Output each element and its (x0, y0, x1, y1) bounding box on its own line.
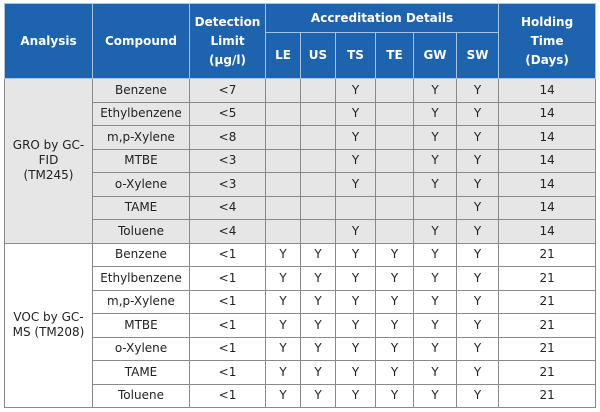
accreditation-table (4, 3, 596, 408)
acc-ts-cell: Y (336, 79, 376, 103)
acc-le-cell (266, 126, 301, 150)
header-acc-ts: TS (336, 33, 376, 79)
acc-sw-cell: Y (457, 79, 499, 103)
table-row (5, 337, 596, 361)
acc-le-cell (266, 196, 301, 220)
acc-te-cell: Y (376, 337, 414, 361)
acc-te-cell: Y (376, 314, 414, 338)
group-gro-by-gc-fid (5, 79, 596, 244)
compound-cell: TAME (93, 361, 190, 385)
acc-te-cell: Y (376, 384, 414, 408)
acc-te-cell: Y (376, 267, 414, 291)
acc-te-cell (376, 79, 414, 103)
group-voc-by-gc-ms (5, 243, 596, 408)
acc-ts-cell: Y (336, 126, 376, 150)
acc-ts-cell: Y (336, 173, 376, 197)
holding-time-cell: 21 (499, 267, 596, 291)
header-holding-time-line: Time (530, 33, 564, 48)
acc-le-cell (266, 79, 301, 103)
holding-time-cell: 21 (499, 243, 596, 267)
table-row (5, 149, 596, 173)
acc-us-cell (301, 196, 336, 220)
acc-te-cell: Y (376, 243, 414, 267)
acc-ts-cell: Y (336, 267, 376, 291)
holding-time-cell: 14 (499, 102, 596, 126)
acc-sw-cell: Y (457, 314, 499, 338)
acc-gw-cell: Y (414, 384, 457, 408)
compound-cell: m,p-Xylene (93, 290, 190, 314)
acc-te-cell (376, 149, 414, 173)
compound-cell: Benzene (93, 79, 190, 103)
table-row (5, 243, 596, 267)
compound-cell: o-Xylene (93, 337, 190, 361)
detection-limit-cell: <1 (190, 384, 266, 408)
detection-limit-cell: <7 (190, 79, 266, 103)
compound-cell: Ethylbenzene (93, 102, 190, 126)
acc-te-cell (376, 102, 414, 126)
acc-us-cell: Y (301, 267, 336, 291)
compound-cell: Toluene (93, 220, 190, 244)
acc-ts-cell: Y (336, 149, 376, 173)
detection-limit-cell: <1 (190, 337, 266, 361)
header-acc-te: TE (376, 33, 414, 79)
analysis-line: FID (38, 153, 59, 168)
analysis-line: (TM245) (23, 168, 74, 183)
acc-us-cell: Y (301, 337, 336, 361)
acc-us-cell (301, 126, 336, 150)
holding-time-cell: 21 (499, 290, 596, 314)
table-header (5, 4, 596, 79)
detection-limit-cell: <3 (190, 173, 266, 197)
acc-ts-cell: Y (336, 314, 376, 338)
holding-time-cell: 14 (499, 149, 596, 173)
acc-gw-cell (414, 196, 457, 220)
analysis-cell (5, 79, 93, 244)
header-acc-gw: GW (414, 33, 457, 79)
acc-ts-cell: Y (336, 337, 376, 361)
detection-limit-cell: <8 (190, 126, 266, 150)
table-row (5, 102, 596, 126)
acc-te-cell (376, 196, 414, 220)
acc-le-cell (266, 220, 301, 244)
compound-cell: TAME (93, 196, 190, 220)
acc-gw-cell: Y (414, 149, 457, 173)
detection-limit-cell: <1 (190, 267, 266, 291)
detection-limit-cell: <1 (190, 290, 266, 314)
holding-time-cell: 21 (499, 384, 596, 408)
acc-le-cell: Y (266, 267, 301, 291)
table-row (5, 196, 596, 220)
acc-le-cell: Y (266, 290, 301, 314)
acc-sw-cell: Y (457, 220, 499, 244)
table-row (5, 126, 596, 150)
acc-gw-cell: Y (414, 220, 457, 244)
acc-ts-cell: Y (336, 384, 376, 408)
table-row (5, 361, 596, 385)
acc-gw-cell: Y (414, 102, 457, 126)
header-holding-time (499, 4, 596, 79)
header-detection-limit-line: Limit (210, 33, 245, 48)
header-acc-sw: SW (457, 33, 499, 79)
acc-us-cell: Y (301, 290, 336, 314)
holding-time-cell: 21 (499, 361, 596, 385)
accreditation-table-container (4, 3, 595, 408)
acc-te-cell (376, 173, 414, 197)
acc-gw-cell: Y (414, 290, 457, 314)
table-row (5, 79, 596, 103)
acc-le-cell: Y (266, 361, 301, 385)
acc-us-cell: Y (301, 243, 336, 267)
header-detection-limit (190, 4, 266, 79)
acc-us-cell: Y (301, 361, 336, 385)
acc-ts-cell: Y (336, 102, 376, 126)
header-acc-us: US (301, 33, 336, 79)
header-accreditation-details: Accreditation Details (266, 4, 499, 33)
acc-sw-cell: Y (457, 384, 499, 408)
acc-sw-cell: Y (457, 149, 499, 173)
acc-ts-cell: Y (336, 290, 376, 314)
acc-gw-cell: Y (414, 361, 457, 385)
acc-gw-cell: Y (414, 126, 457, 150)
acc-ts-cell: Y (336, 361, 376, 385)
compound-cell: o-Xylene (93, 173, 190, 197)
acc-sw-cell: Y (457, 126, 499, 150)
acc-gw-cell: Y (414, 267, 457, 291)
acc-ts-cell (336, 196, 376, 220)
acc-le-cell (266, 102, 301, 126)
acc-gw-cell: Y (414, 337, 457, 361)
compound-cell: MTBE (93, 314, 190, 338)
acc-ts-cell: Y (336, 243, 376, 267)
acc-us-cell: Y (301, 384, 336, 408)
acc-gw-cell: Y (414, 314, 457, 338)
acc-us-cell (301, 79, 336, 103)
acc-ts-cell: Y (336, 220, 376, 244)
table-row (5, 173, 596, 197)
detection-limit-cell: <3 (190, 149, 266, 173)
acc-te-cell: Y (376, 361, 414, 385)
acc-sw-cell: Y (457, 290, 499, 314)
header-detection-limit-line: Detection (194, 14, 261, 29)
detection-limit-cell: <4 (190, 196, 266, 220)
detection-limit-cell: <1 (190, 361, 266, 385)
compound-cell: Ethylbenzene (93, 267, 190, 291)
acc-us-cell (301, 149, 336, 173)
holding-time-cell: 14 (499, 196, 596, 220)
acc-sw-cell: Y (457, 196, 499, 220)
detection-limit-cell: <1 (190, 314, 266, 338)
detection-limit-cell: <5 (190, 102, 266, 126)
analysis-line: GRO by GC- (12, 138, 85, 153)
table-row (5, 314, 596, 338)
acc-sw-cell: Y (457, 173, 499, 197)
acc-le-cell: Y (266, 337, 301, 361)
acc-sw-cell: Y (457, 243, 499, 267)
holding-time-cell: 14 (499, 220, 596, 244)
acc-le-cell: Y (266, 314, 301, 338)
compound-cell: Toluene (93, 384, 190, 408)
acc-gw-cell: Y (414, 173, 457, 197)
acc-sw-cell: Y (457, 102, 499, 126)
acc-le-cell (266, 149, 301, 173)
acc-us-cell (301, 102, 336, 126)
header-holding-time-line: (Days) (525, 52, 569, 67)
table-row (5, 290, 596, 314)
detection-limit-cell: <1 (190, 243, 266, 267)
acc-te-cell (376, 126, 414, 150)
acc-te-cell: Y (376, 290, 414, 314)
holding-time-cell: 21 (499, 337, 596, 361)
acc-us-cell: Y (301, 314, 336, 338)
acc-gw-cell: Y (414, 79, 457, 103)
analysis-line: MS (TM208) (12, 325, 85, 340)
analysis-cell (5, 243, 93, 408)
compound-cell: MTBE (93, 149, 190, 173)
acc-te-cell (376, 220, 414, 244)
acc-gw-cell: Y (414, 243, 457, 267)
header-holding-time-line: Holding (520, 14, 574, 29)
table-row (5, 267, 596, 291)
acc-us-cell (301, 173, 336, 197)
acc-sw-cell: Y (457, 337, 499, 361)
header-detection-limit-line: (µg/l) (209, 52, 246, 67)
compound-cell: Benzene (93, 243, 190, 267)
analysis-line: VOC by GC- (13, 310, 84, 325)
holding-time-cell: 21 (499, 314, 596, 338)
holding-time-cell: 14 (499, 173, 596, 197)
header-compound: Compound (93, 4, 190, 79)
compound-cell: m,p-Xylene (93, 126, 190, 150)
holding-time-cell: 14 (499, 79, 596, 103)
header-analysis: Analysis (5, 4, 93, 79)
acc-le-cell: Y (266, 384, 301, 408)
header-acc-le: LE (266, 33, 301, 79)
holding-time-cell: 14 (499, 126, 596, 150)
acc-sw-cell: Y (457, 267, 499, 291)
table-row (5, 220, 596, 244)
acc-le-cell (266, 173, 301, 197)
acc-sw-cell: Y (457, 361, 499, 385)
table-row (5, 384, 596, 408)
detection-limit-cell: <4 (190, 220, 266, 244)
acc-us-cell (301, 220, 336, 244)
acc-le-cell: Y (266, 243, 301, 267)
